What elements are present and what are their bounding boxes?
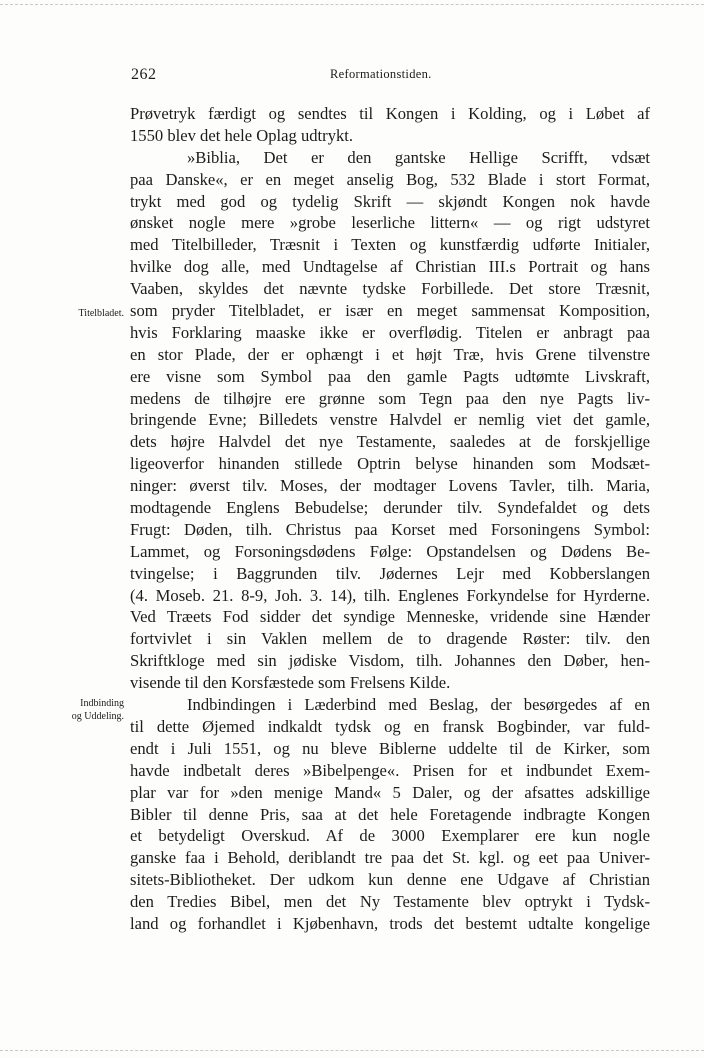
text-line: hvilke dog alle, med Undtagelse af Christian III.s Portrait og hans (130, 257, 650, 277)
text-line: havde indbetalt deres »Bibelpenge«. Prisen for et indbundet Exem- (130, 760, 650, 780)
body-text (130, 103, 650, 935)
text-line: bringende Evne; Billedets venstre Halvdel er nemlig viet det gamle, (130, 410, 650, 430)
page-number: 262 (131, 66, 157, 83)
text-line: en stor Plade, der er ophængt i et højt Træ, hvis Grene tilvenstre (130, 344, 650, 364)
text-line: paa Danske«, er en meget anselig Bog, 532 Blade i stort Format, (130, 169, 650, 189)
text-line: ligeoverfor hinanden stillede Optrin belyse hinanden som Modsæt- (130, 454, 650, 474)
text-line: 1550 blev det hele Oplag udtrykt. (130, 125, 354, 145)
text-line: ganske faa i Behold, deriblandt tre paa det St. kgl. og eet paa Univer- (130, 848, 650, 868)
text-line: Ved Træets Fod sidder det syndige Menneske, vridende sine Hænder (130, 607, 650, 627)
margin-note-indbinding (40, 697, 124, 723)
text-line: ere visne som Symbol paa den gamle Pagts udtømte Livskraft, (130, 366, 650, 386)
text-line: (4. Moseb. 21. 8-9, Joh. 3. 14), tilh. Englenes Forkyndelse for Hyrderne. (130, 585, 650, 605)
text-line: Bibler til denne Pris, saa at det hele Foretagende indbragte Kongen (130, 804, 650, 824)
margin-note-titelbladet: Titelbladet. (78, 308, 124, 319)
running-head: Reformationstiden. (330, 67, 432, 81)
text-line: »Biblia, Det er den gantske Hellige Scrifft, vdsæt (187, 147, 650, 167)
text-line: fortvivlet i sin Vaklen mellem de to dragende Røster: tilv. den (130, 629, 650, 649)
text-line: Lammet, og Forsoningsdødens Følge: Opstandelsen og Dødens Be- (130, 541, 650, 561)
text-line: ønsket nogle mere »grobe leserliche littern« — og rigt udstyret (130, 213, 650, 233)
text-line: Frugt: Døden, tilh. Christus paa Korset med Forsoningens Symbol: (130, 519, 650, 539)
margin-note-indbinding-line1: Indbinding (80, 698, 124, 709)
text-line: sitets-Bibliotheket. Der udkom kun denne ene Udgave af Christian (130, 870, 650, 890)
text-line: ninger: øverst tilv. Moses, der modtager Lovens Tavler, tilh. Maria, (130, 476, 650, 496)
text-line: hvis Forklaring maaske ikke er overflødig. Titelen er anbragt paa (130, 322, 650, 342)
text-line: dets højre Halvdel det nye Testamente, saaledes at de forskjellige (130, 432, 650, 452)
text-line: land og forhandlet i Kjøbenhavn, trods det bestemt udtalte kongelige (130, 913, 650, 933)
text-line: plar var for »den menige Mand« 5 Daler, og der afsattes adskillige (130, 782, 650, 802)
text-line: visende til den Korsfæstede som Frelsens Kilde. (130, 673, 451, 693)
scan-edge-bottom (0, 1050, 704, 1051)
text-line: den Tredies Bibel, men det Ny Testamente blev optrykt i Tydsk- (130, 892, 650, 912)
text-line: medens de tilhøjre ere grønne som Tegn paa den nye Pagts liv- (130, 388, 650, 408)
text-line: tvingelse; i Baggrunden tilv. Jødernes Lejr med Kobberslangen (130, 563, 650, 583)
text-line: Prøvetryk færdigt og sendtes til Kongen i Kolding, og i Løbet af (130, 104, 650, 123)
text-line: et betydeligt Overskud. Af de 3000 Exemplarer ere kun nogle (130, 826, 650, 846)
text-line: modtagende Englens Bebudelse; derunder tilv. Syndefaldet og dets (130, 498, 650, 518)
text-line: endt i Juli 1551, og nu bleve Biblerne uddelte til de Kirker, som (130, 738, 650, 758)
margin-note-indbinding-line2: og Uddeling. (71, 711, 124, 722)
text-line: som pryder Titelbladet, er især en meget sammensat Komposition, (130, 301, 650, 321)
text-line: trykt med god og tydelig Skrift — skjøndt Kongen nok havde (130, 191, 650, 211)
scan-edge-top (0, 4, 704, 5)
text-line: Skriftkloge med sin jødiske Visdom, tilh. Johannes den Døber, hen- (130, 651, 650, 671)
text-line: med Titelbilleder, Træsnit i Texten og kunstfærdig udførte Initialer, (130, 235, 650, 255)
text-line: Vaaben, skyldes det nævnte tydske Forbillede. Det store Træsnit, (130, 279, 650, 299)
text-line: til dette Øjemed indkaldt tydsk og en fransk Bogbinder, var fuld- (130, 716, 650, 736)
text-line: Indbindingen i Læderbind med Beslag, der besørgedes af en (187, 695, 650, 715)
